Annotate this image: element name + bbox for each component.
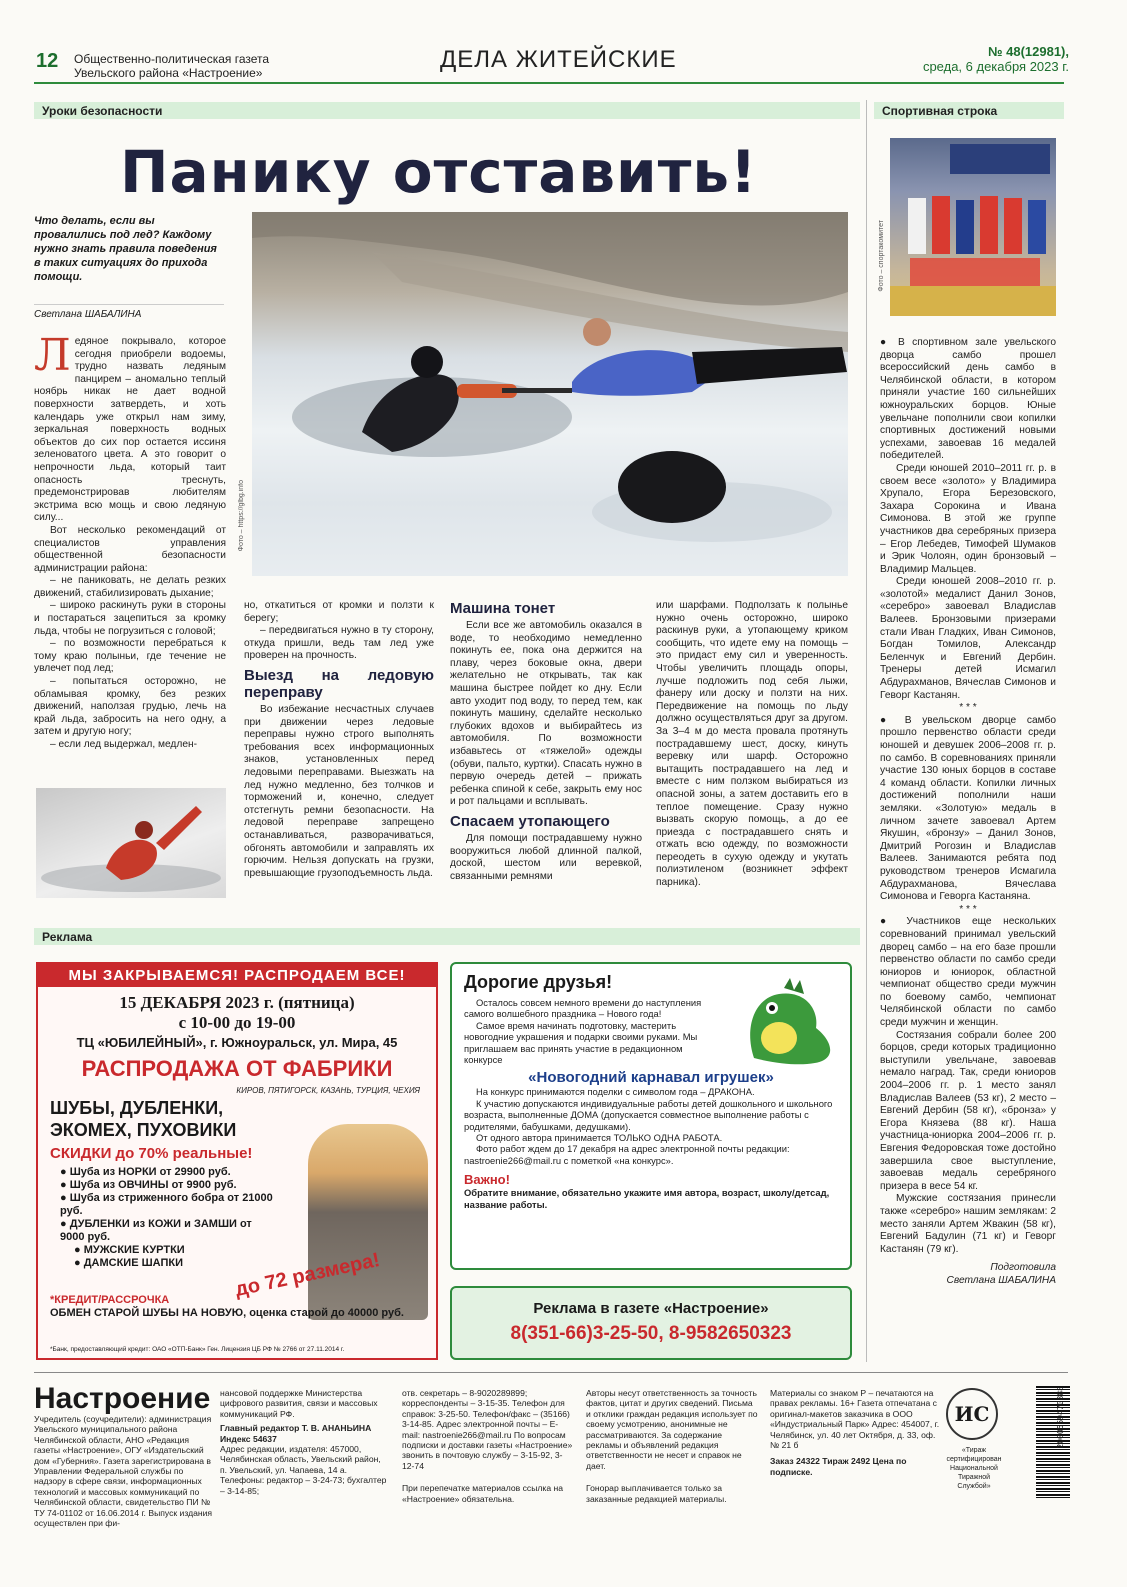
rubric-ads: Реклама xyxy=(34,928,860,945)
sale-bank: *Банк, предоставляющий кредит: ОАО «ОТП-Банк» Ген. Лицензия ЦБ РФ № 2766 от 27.11.2014 г. xyxy=(50,1346,345,1353)
paper-tagline xyxy=(74,52,269,80)
paragraph: Состязания собрали более 200 борцов, среди которых традиционно выступили увельчане, завоевав немало наград. Так, среди юниоров 2004–2006 гг. р. 1 место занял Владислав Валеев (53 кг), 2 место – Евгений Дербин (58 кг), «бронза» у Егора Князева (88 кг). Наша участница-юниорка 2004–2006 гг. р. Евгения Федоровская тоже достойно завершила свое выступление, завоевав медаль серебряного призера в весе 54 кг. xyxy=(880,1029,1056,1192)
subheading-crossing: Выезд на ледовую переправу xyxy=(244,666,434,701)
sambo-team-photo xyxy=(890,138,1056,316)
paragraph: – передвигаться нужно в ту сторону, откуда пришли, ведь там лед уже проверен на прочность. xyxy=(244,625,434,662)
subheading-car-sinking: Машина тонет xyxy=(450,600,556,617)
article-title: Панику отставить! xyxy=(120,138,758,206)
sale-exchange: ОБМЕН СТАРОЙ ШУБЫ НА НОВУЮ, оценка старой до 40000 руб. xyxy=(50,1307,404,1319)
sale-factory: РАСПРОДАЖА ОТ ФАБРИКИ xyxy=(81,1056,393,1081)
person-on-ice-illustration xyxy=(36,788,226,898)
barcode-number: 2000559470888 xyxy=(1056,1386,1065,1449)
newspaper-logo: Настроение xyxy=(34,1382,211,1415)
paragraph: Осталось совсем немного времени до наступления самого волшебного праздника – Нового года! xyxy=(464,997,702,1020)
paragraph: Если все же автомобиль оказался в воде, то необходимо немедленно покинуть ее, пока она держится на плаву, через боковые окна, двери желательно не открывать, так как машина быстрее пойдет ко дну. Если авто уходит под воду, то перед тем, как покинуть машину, сделайте несколько глубоких вдохов и выбирайтесь из автомобиля. По возможности избавьтесь от «тяжелой» одежды (обуви, пальто, куртки). Спасать нужно в первую очередь детей – прижать ребенка спиной к себе, закрыть ему нос и рот пальцами и всплывать. xyxy=(450,620,642,808)
paragraph: Адрес редакции, издателя: 457000, Челябинская область, Увельский район, п. Увельский, ул. Чапаева, 14 а. xyxy=(220,1444,381,1475)
contest-note: Обратите внимание, обязательно укажите имя автора, возраст, школу/детсад, название работы. xyxy=(464,1187,830,1210)
paragraph: Авторы несут ответственность за точность фактов, цитат и других сведений. Письма и отклики граждан редакция использует по своему усмотрению, анонимные не рассматриваются. За содержание рекламы и объявлений редакция ответственности не несет и справок не дает. xyxy=(586,1388,758,1471)
rescue-photo-illustration xyxy=(252,212,848,576)
paragraph: ● Участников еще нескольких соревнований принимал увельский дворец самбо – на его базе прошли первенство области по самбо среди юниоров и юниорок, областной чемпионат общество среди мужчин по боевому самбо, чемпионат Челябинской области по самбо среди мужчин и женщин. xyxy=(880,916,1056,1029)
paragraph: Фото работ ждем до 17 декабря на адрес электронной почты редакции: nastroenie266@mail.ru с пометкой «на конкурс». xyxy=(464,1143,790,1166)
paragraph: Телефоны: редактор – 3-24-73; бухгалтер – 3-14-85; xyxy=(220,1475,387,1496)
contest-title: Дорогие друзья! xyxy=(464,972,613,992)
paragraph: Заказ 24322 Тираж 2492 Цена по подписке. xyxy=(770,1456,907,1477)
paragraph: – не паниковать, не делать резких движений, стабилизировать дыхание; xyxy=(34,575,226,599)
sale-item: ● Шуба из НОРКИ от 29900 руб. xyxy=(60,1166,231,1178)
model-photo xyxy=(308,1124,428,1320)
sale-item: ● Шуба из стриженного бобра от 21000 руб. xyxy=(60,1192,273,1217)
rubric-sport: Спортивная строка xyxy=(874,102,1064,119)
paragraph: Самое время начинать подготовку, мастерить новогодние украшения и подарки своими руками. Мы приглашаем вас принять участие в редакционном конкурсе xyxy=(464,1019,698,1066)
sport-column xyxy=(880,337,1056,1288)
sale-cities: КИРОВ, ПЯТИГОРСК, КАЗАНЬ, ТУРЦИЯ, ЧЕХИЯ xyxy=(236,1086,420,1095)
footer-divider xyxy=(34,1372,1068,1373)
contest-intro xyxy=(464,997,714,1065)
paragraph: но, откатиться от кромки и ползти к берегу; xyxy=(244,600,434,624)
paragraph: ● В спортивном зале увельского дворца самбо прошел всероссийский день самбо в Челябинской области, в котором приняли участие 160 сильнейших южноуральских борцов. Юные увельчане пополнили свои копилки спортивных достижений новыми успехами, завоевав 16 медалей победителей. xyxy=(880,337,1056,462)
article-column-4 xyxy=(656,600,848,890)
footer-editorial xyxy=(220,1388,390,1496)
paragraph: Мужские состязания принесли также «серебро» нашим землякам: 2 место заняли Артем Жвакин (58 кг), Евгений Бадулин (71 кг) и Геворг Кастанян (79 кг). xyxy=(880,1193,1056,1255)
paragraph: – по возможности перебраться к тому краю полыньи, где течение не увлечет под лед; xyxy=(34,638,226,675)
paragraph: нансовой поддержке Министерства цифрового развития, связи и массовых коммуникаций РФ. xyxy=(220,1388,378,1419)
sale-goods: ШУБЫ, ДУБЛЕНКИ, ЭКОМЕХ, ПУХОВИКИ xyxy=(50,1098,237,1140)
paragraph xyxy=(34,330,226,525)
sale-item: ● ДАМСКИЕ ШАПКИ xyxy=(74,1257,183,1269)
footer-contacts xyxy=(402,1388,574,1504)
article-lede: Что делать, если вы провалились под лед? Каждому нужно знать правила поведения в таких ситуациях до прихода помощи. xyxy=(34,215,217,283)
paper-tagline-line1: Общественно-политическая газета xyxy=(74,52,270,66)
contest-name: «Новогодний карнавал игрушек» xyxy=(528,1069,774,1087)
footer-print xyxy=(770,1388,940,1477)
paragraph: Среди юношей 2008–2010 гг. р. «золотой» медалист Данил Зонов, «серебро» завоевал Владислав Валеев. Бронзовыми призерами стали Иван Гладких, Иван Симонов, Богдан Томилов, Александр Беленчук и Евгений Дербин. Тренеры детей Исмагил Абдурахманов, Вячеслав Симонов и Геворг Кастанян. xyxy=(880,576,1056,701)
paragraph: К участию допускаются индивидуальные работы детей дошкольного и школьного возраста, выполненные ДОМА (допускается совместное выполнение работы с родителями, бабушками, дедушками). xyxy=(464,1097,833,1132)
article-column-3 xyxy=(450,600,642,883)
sale-headline: МЫ ЗАКРЫВАЕМСЯ! РАСПРОДАЕМ ВСЕ! xyxy=(38,964,436,987)
header-divider xyxy=(34,82,1064,84)
sale-item: ● МУЖСКИЕ КУРТКИ xyxy=(74,1244,185,1256)
fur-sale-ad xyxy=(36,962,438,1360)
paper-tagline-line2: Увельского района «Настроение» xyxy=(74,66,263,80)
footer-founders: Учредитель (соучредители): администрация Увельского муниципального района Челябинской области, АНО «Редакция газеты «Настроение», ОГУ «Издательский дом «Губерния». Газета зарегистрирована в Управлении Федеральной службы по надзору в сфере связи, информационных технологий и массовых коммуникаций по Челябинской области, свидетельство ПИ № ТУ 74-01102 от 16.06.2014 г. Выпуск издания осуществлен при фи- xyxy=(34,1414,213,1529)
paragraph: – если лед выдержал, медлен- xyxy=(50,739,197,750)
issue-number: № 48(12981), xyxy=(988,44,1069,59)
page-number: 12 xyxy=(36,50,59,72)
toy-contest-ad xyxy=(450,962,852,1270)
circulation-seal-icon: ИС xyxy=(946,1388,998,1440)
paragraph: От одного автора принимается ТОЛЬКО ОДНА РАБОТА. xyxy=(476,1132,723,1144)
signature-name: Светлана ШАБАЛИНА xyxy=(946,1274,1056,1286)
sale-sizes: до 72 размера! xyxy=(233,1248,382,1302)
paragraph: отв. секретарь – 8-9020289899; корреспонденты – 3-15-35. Телефон для справок: 3-25-50. Телефон/факс – (35166) 3-14-85. Адрес электронной почты – E-mail: nastroenie266@mail.ru По вопросам подписки и доставки газеты «Настроение» звонить в почтовую службу – 3-15-92, 3-12-74 xyxy=(402,1388,573,1471)
separator: * * * xyxy=(959,903,977,915)
sale-date: 15 ДЕКАБРЯ 2023 г. (пятница) xyxy=(119,993,355,1012)
sale-place: ТЦ «ЮБИЛЕЙНЫЙ», г. Южноуральск, ул. Мира, 45 xyxy=(76,1035,398,1050)
paragraph: При перепечатке материалов ссылка на «Настроение» обязательна. xyxy=(402,1483,564,1504)
paragraph: или шарфами. Подползать к полынье нужно очень осторожно, широко раскинув руки, а утопающему криком сообщить, что идете ему на помощь – это придаст ему сил и уверенность. Чтобы увеличить площадь опоры, лучше подложить под себя лыжи, фанеру или доску и ползти на них. Передвижение на помощь по льду должно осуществляться друг за другом. За 3–4 м до места провала протянуть пострадавшему шест, доску, кинуть веревку или шарф. Осторожно вытащить пострадавшего на лед и вместе с ним ползком выбираться из опасной зоны, а затем доставить его в теплое помещение. Сразу нужно вызвать скорую помощь, а до ее приезда с пострадавшего снять и отжать всю одежду, по возможности переодеть в сухую одежду и укутать полиэтиленом (возникнет эффект парника). xyxy=(656,600,848,889)
subheading-rescue: Спасаем утопающего xyxy=(450,812,610,830)
dragon-toy-icon xyxy=(724,968,842,1078)
issue-info xyxy=(923,44,1069,74)
sport-photo-credit: Фото – спортакомитет xyxy=(878,220,885,292)
sale-item: ● Шуба из ОВЧИНЫ от 9900 руб. xyxy=(60,1179,237,1191)
article-byline: Светлана ШАБАЛИНА xyxy=(34,304,224,320)
paragraph: Вот несколько рекомендаций от специалистов управления общественной безопасности администрации района: xyxy=(34,524,226,574)
seal-caption: «Тираж сертифицирован Национальной Тиражной Службой» xyxy=(946,1447,1002,1490)
promo-title: Реклама в газете «Настроение» xyxy=(533,1300,769,1317)
rescue-photo xyxy=(252,212,848,576)
sale-items xyxy=(38,1166,278,1270)
section-title: ДЕЛА ЖИТЕЙСКИЕ xyxy=(440,46,677,73)
paragraph: – попытаться осторожно, не обламывая кромку, без резких движений, наползая грудью, лечь на край льда, забросить на него одну, а затем и другую ногу; xyxy=(34,676,226,738)
paragraph: Главный редактор Т. В. АНАНЬИНА Индекс 54637 xyxy=(220,1423,372,1444)
promo-phones: 8(351-66)3-25-50, 8-9582650323 xyxy=(510,1323,792,1344)
sale-time: с 10-00 до 19-00 xyxy=(178,1013,296,1032)
paragraph: Во избежание несчастных случаев при движении через ледовые переправы нужно строго выполнять требования всех информационных знаков, установленных перед ледовыми переправами. Выезжать на лед нужно медленно, без толчков и торможений и, конечно, следует отстегнуть ремни безопасности. На ледовой переправе запрещено останавливаться, разворачиваться, обгонять автомобили и заправлять их горючим. Нельзя допускать на грузки, превышающие грузоподъемность льда. xyxy=(244,703,434,879)
issue-date: среда, 6 декабря 2023 г. xyxy=(922,59,1069,74)
separator: * * * xyxy=(959,702,977,714)
footer-responsibility xyxy=(586,1388,758,1504)
sale-item: ● ДУБЛЕНКИ из КОЖИ и ЗАМШИ от 9000 руб. xyxy=(60,1218,252,1243)
paragraph: Среди юношей 2010–2011 гг. р. в своем весе «золото» у Владимира Хрупало, Егора Березовского, Захара Сорокина и Ивана Симонова. В этой же группе участников два серебряных призера – Егор Лебедев, Тимофей Шумаков и Эрик Чолоян, один бронзовый – Владимир Мальцев. xyxy=(880,462,1056,575)
paragraph: Материалы со знаком Р – печатаются на правах рекламы. 16+ Газета отпечатана с оригинал-макетов заказчика в ООО «Индустриальный Парк» Адрес: 454007, г. Челябинск, ул. 40 лет Октября, д. 33, оф. № 21 б xyxy=(770,1388,940,1451)
contest-rules xyxy=(464,1086,838,1166)
person-on-ice-photo xyxy=(36,788,226,898)
sambo-team-illustration xyxy=(890,138,1056,316)
drop-cap: Л xyxy=(34,330,71,381)
photo-credit: Фото – https://glbg.info xyxy=(238,480,245,552)
paragraph: Гонорар выплачивается только за заказанные редакцией материалы. xyxy=(586,1483,727,1504)
article-column-1 xyxy=(34,330,226,752)
signature-label: Подготовила xyxy=(990,1262,1056,1274)
paragraph: ● В увельском дворце самбо прошло первенство области среди юношей и девушек 2006–2008 гг. р. по самбо. В соревнованиях приняли участие 130 юных борцов в составе 4 команд области. Копилки личных достижений пополнили наши земляки. «Золотую» медаль в личном зачете завоевал Артем Якушин, «бронзу» – Данил Зонов, Дмитрий Рогозин и Владислав Валеев. Занимаются ребята под руководством тренеров Исмагила Абдурахманова, Вячеслава Симонова и Геворга Кастаняна. xyxy=(880,714,1056,903)
paragraph-text: едяное покрывало, которое сегодня приобрели водоемы, трудно назвать ледяным панцирем – аномально теплый ноябрь никак не дает водной поверхности затвердеть, и хоть календарь уже открыл нам зиму, зеркальная поверхность водных объектов до сих пор остается иссиня зеленоватого цвета. А это говорит о непрочности льда, который таит опасность треснуть, предемонстрировав любителям экстрима всю мощь и свою ледяную силу... xyxy=(34,336,226,524)
rubric-safety: Уроки безопасности xyxy=(34,102,860,119)
newspaper-ad-promo xyxy=(450,1286,852,1360)
paragraph: На конкурс принимаются поделки с символом года – ДРАКОНА. xyxy=(476,1086,755,1098)
sale-discount: СКИДКИ до 70% реальные! xyxy=(50,1145,253,1162)
column-divider xyxy=(866,100,867,1362)
paragraph: – широко раскинуть руки в стороны и постараться зацепиться за кромку льда, чтобы не погрузиться с головой; xyxy=(34,600,226,637)
contest-important: Важно! xyxy=(464,1172,510,1188)
sale-credit: *КРЕДИТ/РАССРОЧКА xyxy=(50,1294,170,1306)
paragraph: Для помощи пострадавшему нужно вооружиться любой длинной палкой, доской, шестом или веревкой, связанными ремнями xyxy=(450,832,642,882)
article-column-2 xyxy=(244,600,434,880)
